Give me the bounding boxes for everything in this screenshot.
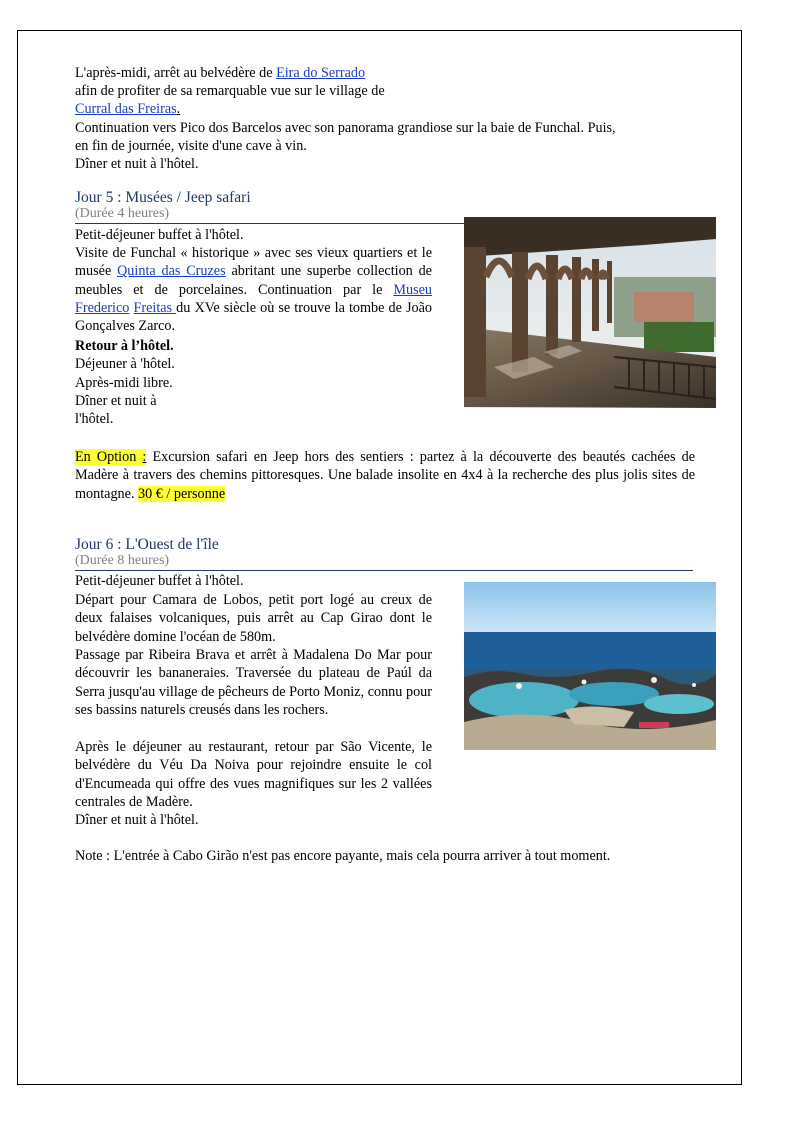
day5-paragraph <box>75 244 432 335</box>
text: du XVe siècle où se trouve la tombe de João Gonçalves Zarco. <box>75 299 432 335</box>
text: . <box>176 101 181 117</box>
link-quinta-das-cruzes[interactable]: Quinta das Cruzes <box>117 263 226 280</box>
day5-dinner: l'hôtel. <box>75 411 114 427</box>
text-line: en fin de journée, visite d'une cave à vin. <box>75 138 307 154</box>
photo-museum-arcade-image <box>464 217 716 408</box>
photo-museum-arcade <box>464 217 716 408</box>
day5-afternoon: Après-midi libre. <box>75 375 173 391</box>
text: Retour à l’hôtel. <box>75 338 174 354</box>
day6-paragraph: Passage par Ribeira Brava et arrêt à Madalena Do Mar pour découvrir les bananeraies. Traversée du plateau de Paúl da Serra jusqu'au village de pêcheurs de Porto Moniz, connu pour ses bassins naturels creusés dans les rochers. <box>75 647 432 718</box>
day6-dinner: Dîner et nuit à l'hôtel. <box>75 812 199 828</box>
link-freitas[interactable]: Freitas <box>133 299 177 316</box>
text-line <box>75 100 180 118</box>
text-line: Dîner et nuit à l'hôtel. <box>75 156 199 172</box>
photo-natural-pools-image <box>464 582 716 750</box>
day6-breakfast: Petit-déjeuner buffet à l'hôtel. <box>75 573 244 589</box>
link-curral-das-freiras[interactable]: Curral das Freiras <box>75 101 177 117</box>
day5-duration: (Durée 4 heures) <box>75 206 170 221</box>
link-eira-do-serrado[interactable]: Eira do Serrado <box>276 65 366 81</box>
day5-breakfast: Petit-déjeuner buffet à l'hôtel. <box>75 227 244 243</box>
day6-title: Jour 6 : L'Ouest de l'île <box>75 536 219 553</box>
link-museu-frederico[interactable]: Museu Frederico <box>75 281 432 316</box>
text-line: afin de profiter de sa remarquable vue sur le village de <box>75 83 385 99</box>
day6-paragraph: Après le déjeuner au restaurant, retour par São Vicente, le belvédère du Véu Da Noiva pour rejoindre ensuite le col d'Encumeada qui offre des vues magnifiques sur les 2 vallées centrales de Madère. <box>75 739 432 810</box>
text: Excursion safari en Jeep hors des sentiers : partez à la découverte des beautés cachées de Madère à travers des chemins pittoresques. Une balade insolite en 4x4 à la recherche des plus jolis sites de montagne. <box>75 449 695 502</box>
day6-paragraph: Départ pour Camara de Lobos, petit port logé au creux de deux falaises volcaniques, puis arrêt au Cap Girao dont le belvédère domine l'océan de 580m. <box>75 592 432 645</box>
text: Visite de Funchal « historique » avec ses vieux quartiers et le musée <box>75 245 432 280</box>
option-label: En Option <box>75 449 143 465</box>
day5-title: Jour 5 : Musées / Jeep safari <box>75 189 251 206</box>
day5-dinner: Dîner et nuit à <box>75 393 157 409</box>
text-line <box>75 64 365 82</box>
option-paragraph <box>75 448 695 503</box>
text: L'après-midi, arrêt au belvédère de <box>75 65 277 81</box>
text: : <box>142 449 147 465</box>
day5-divider <box>75 223 465 224</box>
day6-divider <box>75 570 693 571</box>
day5-lunch: Déjeuner à 'hôtel. <box>75 356 175 372</box>
photo-natural-pools <box>464 582 716 750</box>
day6-duration: (Durée 8 heures) <box>75 553 170 568</box>
text-line: Continuation vers Pico dos Barcelos avec son panorama grandiose sur la baie de Funchal. Puis, <box>75 120 616 136</box>
day5-return <box>75 337 174 355</box>
option-price: 30 € / personne <box>138 485 226 502</box>
note: Note : L'entrée à Cabo Girão n'est pas encore payante, mais cela pourra arriver à tout moment. <box>75 848 611 864</box>
text: abritant une superbe collection de meubles et de porcelaines. Continuation par le <box>75 263 432 298</box>
